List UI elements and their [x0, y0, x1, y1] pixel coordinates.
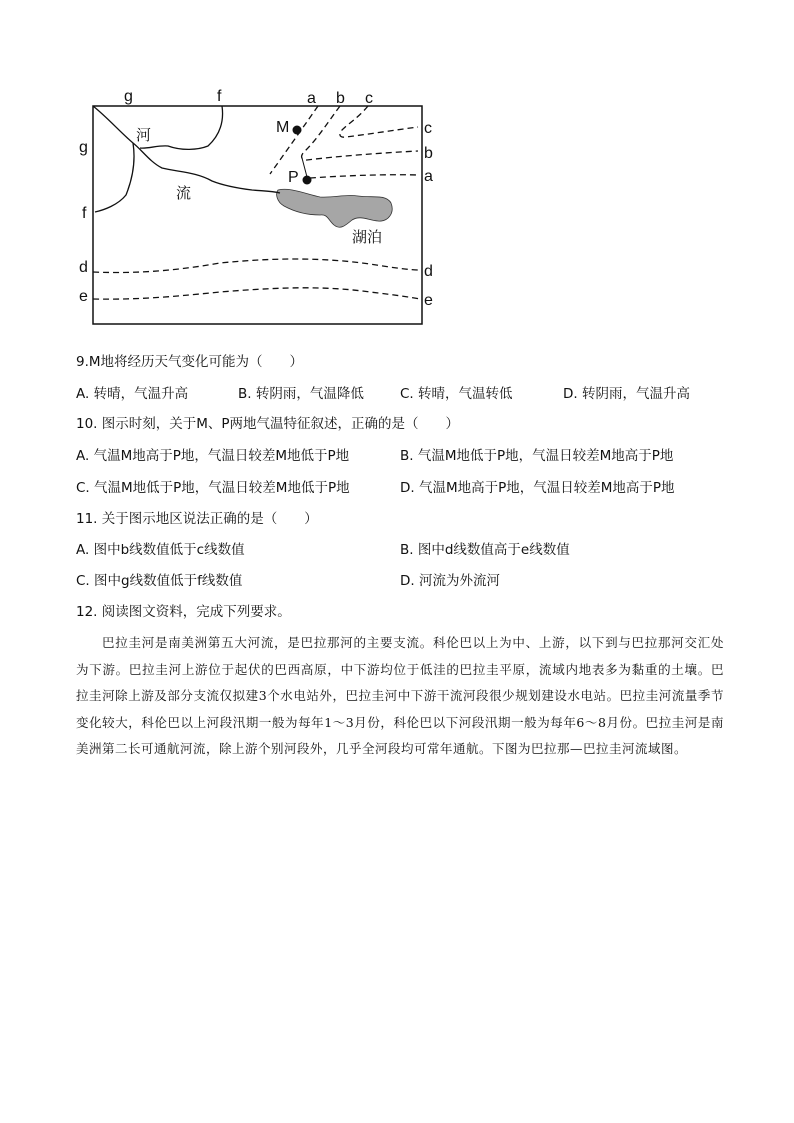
lake — [277, 189, 392, 227]
question-9-option-c: C. 转晴，气温转低 — [400, 386, 513, 402]
question-10-option-b: B. 气温M地低于P地，气温日较差M地高于P地 — [400, 448, 674, 464]
label-top-b: b — [336, 90, 345, 107]
label-top-g: g — [124, 88, 133, 105]
label-river-he: 河 — [136, 126, 152, 144]
river-tributary — [95, 143, 134, 212]
question-11-stem: 11. 关于图示地区说法正确的是（ ） — [76, 511, 318, 527]
label-right-a: a — [424, 168, 433, 185]
label-left-d: d — [79, 259, 88, 276]
question-11-option-a: A. 图中b线数值低于c线数值 — [76, 542, 245, 558]
question-9-option-b: B. 转阴雨，气温降低 — [238, 386, 364, 402]
river-branch-upper — [140, 106, 223, 149]
isoline-e — [93, 288, 420, 299]
isobar-a — [270, 106, 418, 178]
label-top-f: f — [217, 88, 222, 105]
label-lake: 湖泊 — [352, 228, 383, 246]
question-9-option-a: A. 转晴，气温升高 — [76, 386, 189, 402]
question-10-stem: 10. 图示时刻，关于M、P两地气温特征叙述，正确的是（ ） — [76, 416, 460, 432]
label-right-e: e — [424, 292, 433, 309]
label-left-f: f — [82, 205, 87, 222]
question-10-option-a: A. 气温M地高于P地，气温日较差M地低于P地 — [76, 448, 350, 464]
label-p: P — [288, 169, 299, 186]
question-10-option-c: C. 气温M地低于P地，气温日较差M地低于P地 — [76, 480, 350, 496]
map-figure — [0, 0, 794, 340]
label-m: M — [276, 119, 290, 136]
label-top-c: c — [365, 90, 373, 107]
label-right-b: b — [424, 145, 433, 162]
label-right-d: d — [424, 263, 433, 280]
question-9-stem: 9.M地将经历天气变化可能为（ ） — [76, 354, 304, 370]
isobar-c — [340, 106, 418, 137]
question-11-option-d: D. 河流为外流河 — [400, 573, 500, 589]
label-right-c: c — [424, 120, 432, 137]
question-10-option-d: D. 气温M地高于P地，气温日较差M地高于P地 — [400, 480, 675, 496]
label-left-g: g — [79, 139, 88, 156]
question-11-option-b: B. 图中d线数值高于e线数值 — [400, 542, 570, 558]
question-12-stem: 12. 阅读图文资料，完成下列要求。 — [76, 604, 291, 620]
label-river-liu: 流 — [176, 184, 192, 202]
label-left-e: e — [79, 288, 88, 305]
label-top-a: a — [307, 90, 316, 107]
isoline-d — [93, 259, 420, 273]
question-11-option-c: C. 图中g线数值低于f线数值 — [76, 573, 243, 589]
p-indicator — [302, 158, 307, 177]
passage-text: 巴拉圭河是南美洲第五大河流，是巴拉那河的主要支流。科伦巴以上为中、上游，以下到与巴拉那河交汇处为下游。巴拉圭河上游位于起伏的巴西高原，中下游均位于低洼的巴拉圭平原，流域内地表多为黏重的土壤。巴拉圭河除上游及部分支流仅拟建3个水电站外，巴拉圭河中下游干流河段很少规划建设水电站。巴拉圭河流量季节变化较大，科伦巴以上河段汛期一般为每年1～3月份，科伦巴以下河段汛期一般为每年6～8月份。巴拉圭河是南美洲第二长可通航河流，除上游个别河段外，几乎全河段均可常年通航。下图为巴拉那—巴拉圭河流域图。 — [76, 635, 724, 756]
question-9-option-d: D. 转阴雨，气温升高 — [563, 386, 690, 402]
point-m-dot — [293, 126, 302, 135]
